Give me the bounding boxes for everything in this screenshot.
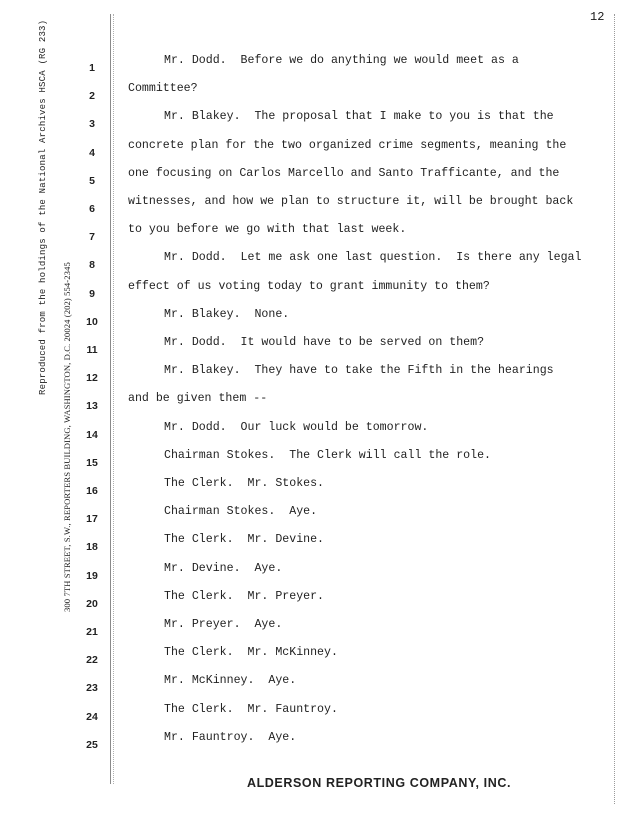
transcript-line: Chairman Stokes. Aye. bbox=[164, 505, 318, 519]
transcript-line: Mr. Blakey. None. bbox=[164, 307, 290, 321]
line-number: 1 bbox=[89, 62, 95, 74]
left-margin-rule bbox=[110, 14, 111, 784]
transcript-line: Mr. Preyer. Aye. bbox=[164, 618, 283, 631]
line-number: 21 bbox=[86, 626, 98, 638]
line-number: 25 bbox=[86, 738, 98, 751]
transcript-line: Mr. Blakey. The proposal that I make to you is that the bbox=[164, 110, 554, 124]
transcript-line: Mr. Dodd. Before we do anything we would meet as a bbox=[164, 54, 519, 67]
transcript-line: to you before we go with that last week. bbox=[128, 223, 407, 237]
line-number: 20 bbox=[86, 597, 98, 610]
line-number: 12 bbox=[86, 372, 98, 385]
line-number: 3 bbox=[89, 118, 95, 131]
line-number: 14 bbox=[86, 428, 98, 441]
footer-company-name: ALDERSON REPORTING COMPANY, INC. bbox=[246, 776, 512, 790]
line-number: 2 bbox=[89, 90, 95, 103]
line-number: 13 bbox=[86, 400, 98, 413]
line-number: 5 bbox=[89, 174, 95, 187]
line-number: 23 bbox=[86, 682, 98, 695]
line-number: 10 bbox=[86, 315, 98, 328]
line-number: 22 bbox=[86, 654, 98, 667]
page-number: 12 bbox=[590, 10, 605, 24]
left-margin-rule-secondary bbox=[113, 14, 114, 784]
transcript-line: one focusing on Carlos Marcello and Santo Trafficante, and the bbox=[128, 166, 560, 180]
line-number: 17 bbox=[86, 513, 98, 526]
transcript-line: effect of us voting today to grant immunity to them? bbox=[128, 279, 490, 293]
line-number: 16 bbox=[86, 485, 98, 497]
transcript-line: witnesses, and how we plan to structure it, will be brought back bbox=[128, 195, 574, 208]
line-number: 18 bbox=[86, 541, 98, 554]
transcript-line: Mr. McKinney. Aye. bbox=[164, 674, 297, 688]
transcript-line: Mr. Dodd. It would have to be served on them? bbox=[164, 336, 485, 349]
line-number: 9 bbox=[89, 287, 95, 300]
transcript-line: Mr. Devine. Aye. bbox=[164, 561, 283, 575]
transcript-line: Committee? bbox=[128, 82, 198, 96]
line-number: 19 bbox=[86, 569, 98, 582]
line-number: 7 bbox=[89, 231, 95, 244]
reporter-address: 300 7TH STREET, S.W., REPORTERS BUILDING, WASHINGTON, D.C. 20024 (202) 554-2345 bbox=[62, 262, 72, 612]
line-number: 6 bbox=[89, 203, 95, 215]
transcript-line: The Clerk. Mr. Devine. bbox=[164, 533, 325, 547]
line-number: 24 bbox=[86, 710, 98, 723]
transcript-line: The Clerk. Mr. Stokes. bbox=[164, 477, 325, 490]
transcript-line: Chairman Stokes. The Clerk will call the role. bbox=[164, 448, 491, 462]
transcript-line: Mr. Dodd. Our luck would be tomorrow. bbox=[164, 420, 429, 434]
line-number: 11 bbox=[86, 344, 98, 356]
line-number: 15 bbox=[86, 456, 98, 469]
transcript-line: Mr. Dodd. Let me ask one last question. Is there any legal bbox=[164, 251, 582, 265]
transcript-line: Mr. Blakey. They have to take the Fifth in the hearings bbox=[164, 364, 554, 378]
transcript-line: concrete plan for the two organized crime segments, meaning the bbox=[128, 138, 567, 152]
line-number: 8 bbox=[89, 259, 95, 272]
transcript-line: The Clerk. Mr. McKinney. bbox=[164, 646, 338, 660]
transcript-line: The Clerk. Mr. Preyer. bbox=[164, 589, 325, 603]
transcript-line: and be given them -- bbox=[128, 392, 268, 406]
line-number: 4 bbox=[89, 146, 95, 159]
transcript-line: The Clerk. Mr. Fauntroy. bbox=[164, 702, 338, 716]
archive-stamp: Reproduced from the holdings of the National Archives HSCA (RG 233) bbox=[38, 19, 48, 395]
right-margin-rule bbox=[614, 14, 615, 804]
transcript-line: Mr. Fauntroy. Aye. bbox=[164, 730, 297, 744]
